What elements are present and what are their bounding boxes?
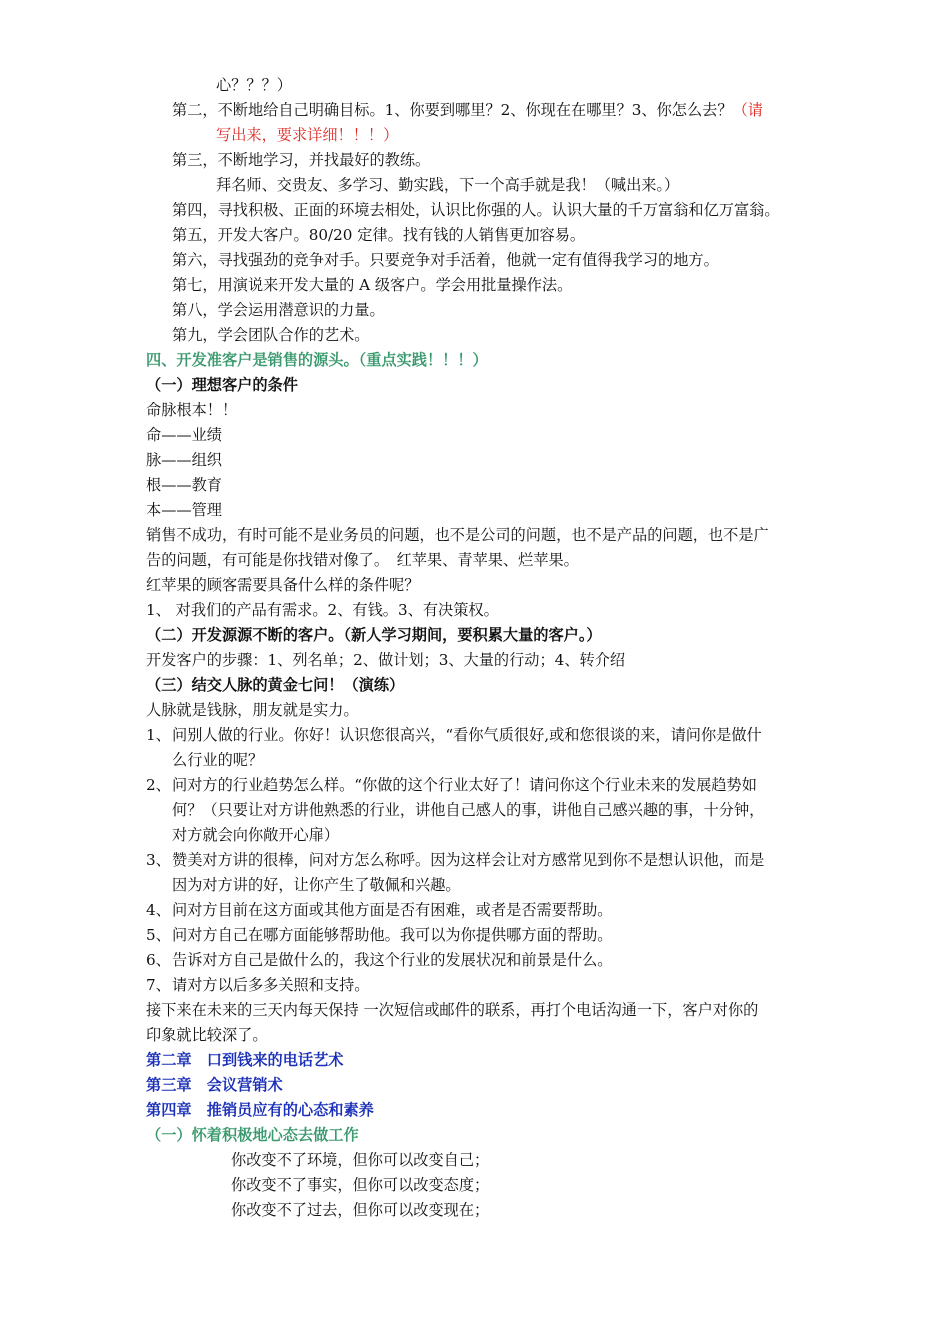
subsection-heading: （三）结交人脉的黄金七问！（演练） [146,676,405,694]
list-item: 请对方以后多多关照和支持。 [172,976,370,994]
text-line: 人脉就是钱脉，朋友就是实力。 [146,701,359,719]
list-item: 告诉对方自己是做什么的，我这个行业的发展状况和前景是什么。 [172,951,613,969]
list-item: 问对方自己在哪方面能够帮助他。我可以为你提供哪方面的帮助。 [172,926,613,944]
list-item: 么行业的呢？ [172,751,264,769]
text-line: 接下来在未来的三天内每天保持 一次短信或邮件的联系，再打个电话沟通一下，客户对你的 [146,1001,759,1019]
text-line: 你改变不了环境，但你可以改变自己； [231,1151,490,1169]
text-line: 命脉根本！！ [146,401,238,419]
text-line: 你改变不了过去，但你可以改变现在； [231,1201,490,1219]
text-line: 红苹果的顾客需要具备什么样的条件呢？ [146,576,420,594]
subsection-heading: （二）开发源源不断的客户。（新人学习期间，要积累大量的客户。） [146,626,602,644]
list-number: 7、 [146,976,171,994]
list-number: 1、 [146,726,171,744]
text-line: 销售不成功，有时可能不是业务员的问题，也不是公司的问题，也不是产品的问题，也不是广 [146,526,769,544]
list-item: 对方就会向你敞开心扉） [172,826,340,844]
list-item: 何？（只要让对方讲他熟悉的行业，讲他自己感人的事，讲他自己感兴趣的事，十分钟， [172,801,765,819]
text-line: 拜名师、交贵友、多学习、勤实践，下一个高手就是我！（喊出来。） [216,176,680,194]
chapter-heading: 第二章 口到钱来的电话艺术 [146,1051,344,1069]
text-line [172,98,763,122]
subsection-heading: （一）怀着积极地心态去做工作 [146,1126,359,1144]
list-item: 赞美对方讲的很棒，问对方怎么称呼。因为这样会让对方感常见到你不是想认识他，而是 [172,851,765,869]
text-line: 开发客户的步骤：1、列名单；2、做计划；3、大量的行动；4、转介绍 [146,651,626,669]
text-line: 心？？？） [216,76,292,94]
list-item: 问对方的行业趋势怎么样。“你做的这个行业太好了！请问你这个行业未来的发展趋势如 [172,776,757,794]
text-span: 第二，不断地给自己明确目标。1、你要到哪里？2、你现在在哪里？3、你怎么去？ [172,101,733,119]
text-line: 脉——组织 [146,451,222,469]
text-line: 印象就比较深了。 [146,1026,268,1044]
subsection-heading: （一）理想客户的条件 [146,376,298,394]
text-line: 第八，学会运用潜意识的力量。 [172,301,385,319]
text-line: 第四，寻找积极、正面的环境去相处，认识比你强的人。认识大量的千万富翁和亿万富翁。 [172,201,780,219]
text-line: 第七，用演说来开发大量的 A 级客户。学会用批量操作法。 [172,276,573,294]
text-line: 本——管理 [146,501,222,519]
list-number: 5、 [146,926,171,944]
list-number: 2、 [146,776,171,794]
red-note: 写出来，要求详细！！！） [216,126,399,144]
text-line: 根——教育 [146,476,222,494]
section-heading: 四、开发准客户是销售的源头。（重点实践！！！） [146,351,488,369]
text-line: 命——业绩 [146,426,222,444]
text-line: 1、 对我们的产品有需求。2、有钱。3、有决策权。 [146,601,499,619]
list-number: 4、 [146,901,171,919]
text-line: 第五，开发大客户。80/20 定律。找有钱的人销售更加容易。 [172,226,586,244]
text-line: 第三，不断地学习，并找最好的教练。 [172,151,431,169]
text-line: 告的问题，有可能是你找错对像了。 红苹果、青苹果、烂苹果。 [146,551,579,569]
chapter-heading: 第四章 推销员应有的心态和素养 [146,1101,374,1119]
text-line: 第六，寻找强劲的竞争对手。只要竞争对手活着，他就一定有值得我学习的地方。 [172,251,719,269]
list-number: 3、 [146,851,171,869]
list-item: 问对方目前在这方面或其他方面是否有困难，或者是否需要帮助。 [172,901,613,919]
red-note: （请 [732,101,763,119]
text-line: 你改变不了事实，但你可以改变态度； [231,1176,490,1194]
list-item: 问别人做的行业。你好！认识您很高兴，“看你气质很好,或和您很谈的来，请问你是做什 [172,726,762,744]
chapter-heading: 第三章 会议营销术 [146,1076,283,1094]
list-item: 因为对方讲的好，让你产生了敬佩和兴趣。 [172,876,461,894]
list-number: 6、 [146,951,171,969]
text-line: 第九，学会团队合作的艺术。 [172,326,370,344]
